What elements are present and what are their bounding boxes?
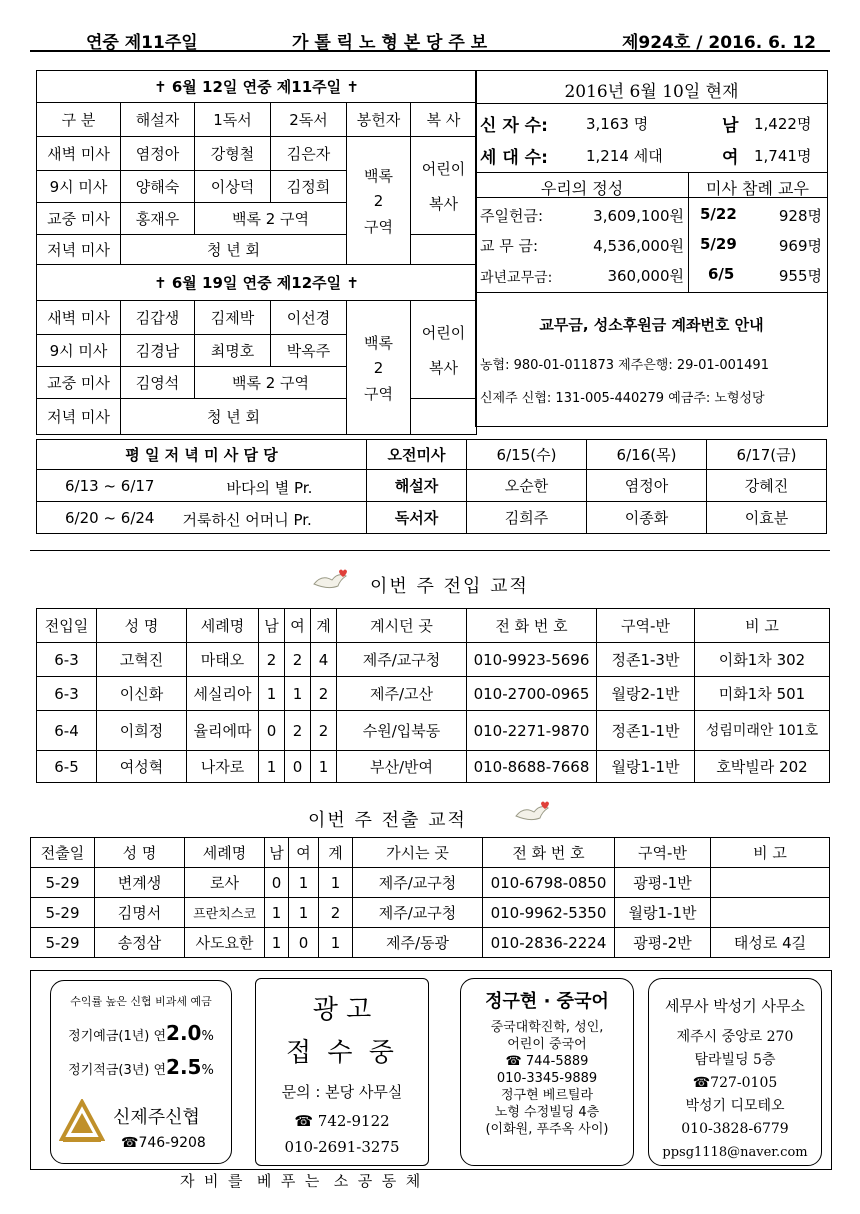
- cell: 제주/교구청: [353, 868, 483, 898]
- cell: 부산/반여: [337, 751, 467, 783]
- col-header: 세례명: [187, 609, 259, 643]
- col-header: 전 화 번 호: [483, 838, 615, 868]
- col-header: 전입일: [37, 609, 97, 643]
- cell: 제주/교구청: [337, 643, 467, 677]
- reader2: 김은자: [271, 137, 347, 171]
- server-line: 어린이: [421, 323, 466, 342]
- recruit-line2: 접 수 중: [286, 1038, 398, 1068]
- mass-name: 새벽 미사: [37, 137, 121, 171]
- offertory-line: 2: [373, 191, 384, 210]
- col-header: 계: [319, 838, 353, 868]
- col-header: 가시는 곳: [353, 838, 483, 868]
- saving-label: 정기적금(3년) 연: [68, 1063, 167, 1078]
- cell: 프란치스코: [185, 898, 265, 928]
- chinese-ad: [460, 978, 634, 1166]
- cell: 제주/교구청: [353, 898, 483, 928]
- cell: 1: [259, 677, 285, 711]
- reader1: 이상덕: [195, 171, 271, 203]
- cell: 정존1-3반: [597, 643, 695, 677]
- col-header: 성 명: [97, 609, 187, 643]
- cell: 6-4: [37, 711, 97, 751]
- households-count: 1,214 세대: [586, 147, 663, 165]
- percent: %: [201, 1029, 214, 1044]
- tax-line: ☎727-0105: [692, 1075, 778, 1091]
- cell: 1: [311, 751, 337, 783]
- cell: 2: [311, 677, 337, 711]
- weekday-title: 평 일 저 녁 미 사 담 당: [37, 440, 367, 470]
- male-label: 남: [722, 116, 739, 136]
- mass-name: 교중 미사: [37, 367, 121, 399]
- cell: 월랑2-1반: [597, 677, 695, 711]
- divider: [476, 172, 827, 173]
- commentator: 김영석: [121, 367, 195, 399]
- tax-line: 박성기 디모테오: [685, 1098, 785, 1114]
- chinese-line: ☎ 744-5889: [505, 1054, 589, 1069]
- reader1: 최명호: [195, 335, 271, 367]
- offer-amount: 3,609,100원: [593, 207, 684, 225]
- col-header: 1독서: [195, 103, 271, 137]
- offer-amount: 360,000원: [607, 267, 684, 285]
- cell: 6-3: [37, 643, 97, 677]
- col-header: 여: [285, 609, 311, 643]
- female-count: 1,741명: [754, 147, 812, 165]
- cell: 5-29: [31, 928, 95, 958]
- recruit-line1: 광 고: [312, 995, 372, 1025]
- cell: 월랑1-1반: [597, 751, 695, 783]
- cell: 이화1차 302: [695, 643, 830, 677]
- date-cell: 6/16(목): [587, 440, 707, 470]
- evening-group: 청 년 회: [121, 235, 347, 265]
- transfer-out-table: [30, 837, 830, 958]
- tax-body: [649, 1026, 821, 1164]
- table-row: [31, 928, 830, 958]
- weekday-row: [37, 470, 367, 502]
- cell: 정존1-1반: [597, 711, 695, 751]
- chinese-line: 어린이 중국어: [507, 1037, 587, 1052]
- commentator: 양해숙: [121, 171, 195, 203]
- transfer-out-title: 이번 주 전출 교적: [308, 810, 467, 831]
- cell: 광평-2반: [615, 928, 711, 958]
- chinese-line: (이화원, 푸주옥 사이): [485, 1122, 609, 1137]
- server-cell: [411, 137, 477, 235]
- divider: [476, 292, 827, 293]
- table-row: [37, 751, 830, 783]
- tax-line: 010-3828-6779: [681, 1121, 789, 1137]
- cell: 010-9962-5350: [483, 898, 615, 928]
- cell: 1: [265, 928, 289, 958]
- col-header: 봉헌자: [347, 103, 411, 137]
- commentator: 김경남: [121, 335, 195, 367]
- cell: 이신화: [97, 677, 187, 711]
- mass-name: 저녁 미사: [37, 235, 121, 265]
- deposit-rate: 2.0: [166, 1021, 202, 1045]
- week1-title: ✝ 6월 12일 연중 제11주일 ✝: [37, 71, 477, 103]
- divider: [476, 197, 827, 198]
- cell: 6-3: [37, 677, 97, 711]
- deposit-label: 정기예금(1년) 연: [68, 1029, 167, 1044]
- offering-title: 우리의 정성: [540, 179, 624, 198]
- weekday-table: [36, 439, 827, 534]
- cell: 이희정: [97, 711, 187, 751]
- reader2: 박옥주: [271, 335, 347, 367]
- reader1: 김제박: [195, 301, 271, 335]
- chinese-line: 노형 수정빌딩 4층: [494, 1105, 600, 1120]
- dove-icon: [514, 798, 552, 824]
- tax-office-ad: [648, 978, 822, 1166]
- bank-tagline: 수익률 높은 신협 비과세 예금: [70, 995, 212, 1008]
- table-row: [37, 711, 830, 751]
- period: 6/13 ~ 6/17: [65, 476, 155, 495]
- chinese-title: 정구현 · 중국어: [485, 991, 609, 1012]
- reader: 이효분: [707, 502, 827, 534]
- cell: 세실리아: [187, 677, 259, 711]
- bank-name: 신제주신협: [113, 1107, 200, 1128]
- col-header: 남: [259, 609, 285, 643]
- commentator-label: 해설자: [367, 470, 467, 502]
- transfer-in-table: [36, 608, 830, 783]
- attendance-title: 미사 참례 교우: [706, 179, 809, 198]
- offer-label: 과년교무금:: [480, 270, 553, 286]
- cell: 1: [289, 868, 319, 898]
- mass-name: 새벽 미사: [37, 301, 121, 335]
- cell: 광평-1반: [615, 868, 711, 898]
- cell: 2: [259, 643, 285, 677]
- cell: 1: [259, 751, 285, 783]
- cell: 2: [319, 898, 353, 928]
- recruit-ad: [255, 978, 429, 1166]
- chinese-line: 정구현 베르틸라: [500, 1088, 594, 1103]
- cell: 4: [311, 643, 337, 677]
- mass-name: 저녁 미사: [37, 399, 121, 435]
- cell: 0: [285, 751, 311, 783]
- cell: 1: [289, 898, 319, 928]
- cell: 미화1차 501: [695, 677, 830, 711]
- col-header: 계시던 곳: [337, 609, 467, 643]
- cell: 5-29: [31, 898, 95, 928]
- cell: 여성혁: [97, 751, 187, 783]
- cell: 5-29: [31, 868, 95, 898]
- date-cell: 6/15(수): [467, 440, 587, 470]
- account-line: 신제주 신협: 131-005-440279 예금주: 노형성당: [480, 391, 765, 406]
- footer-motto: 자 비 를 베 푸 는 소 공 동 체: [180, 1172, 421, 1190]
- table-row: [37, 677, 830, 711]
- chinese-body: [461, 1019, 633, 1138]
- households-label: 세 대 수:: [480, 148, 548, 168]
- readers-merged: 백록 2 구역: [195, 367, 347, 399]
- offertory-line: 백록: [364, 333, 393, 352]
- recruit-contact: 문의 : 본당 사무실: [281, 1083, 403, 1101]
- saving-rate: 2.5: [166, 1055, 202, 1079]
- cell: 1: [285, 677, 311, 711]
- shinhyup-logo-icon: [59, 1099, 105, 1145]
- tax-line: 제주시 중앙로 270: [676, 1029, 794, 1045]
- commentator: 오순한: [467, 470, 587, 502]
- cell: 0: [265, 868, 289, 898]
- transfer-in-title: 이번 주 전입 교적: [370, 576, 529, 597]
- col-header: 비 고: [695, 609, 830, 643]
- cell: 1: [319, 928, 353, 958]
- attend-date: 6/5: [708, 265, 735, 283]
- empty-cell: [411, 399, 477, 435]
- col-header: 성 명: [95, 838, 185, 868]
- account-line: 농협: 980-01-011873 제주은행: 29-01-001491: [480, 358, 769, 373]
- bank-ad: [50, 980, 232, 1164]
- cell: 0: [259, 711, 285, 751]
- col-header: 여: [289, 838, 319, 868]
- server-cell: [411, 301, 477, 399]
- mass-name: 9시 미사: [37, 171, 121, 203]
- reader: 김희주: [467, 502, 587, 534]
- cell: 나자로: [187, 751, 259, 783]
- dove-icon: [312, 566, 350, 592]
- mass-name: 9시 미사: [37, 335, 121, 367]
- col-header: 비 고: [711, 838, 830, 868]
- percent: %: [201, 1063, 214, 1078]
- col-header: 남: [265, 838, 289, 868]
- col-header: 해설자: [121, 103, 195, 137]
- table-row: [31, 868, 830, 898]
- cell: 고혁진: [97, 643, 187, 677]
- server-line: 복사: [429, 358, 458, 377]
- col-header: 계: [311, 609, 337, 643]
- col-header: 구역-반: [615, 838, 711, 868]
- cell: 태성로 4길: [711, 928, 830, 958]
- offertory-line: 구역: [364, 217, 393, 236]
- weekday-row: [37, 502, 367, 534]
- week2-title: ✝ 6월 19일 연중 제12주일 ✝: [37, 265, 477, 301]
- attend-date: 5/29: [700, 235, 737, 253]
- cell: 송정삼: [95, 928, 185, 958]
- server-line: 복사: [429, 194, 458, 213]
- server-line: 어린이: [421, 159, 466, 178]
- morning-label: 오전미사: [367, 440, 467, 470]
- cell: 2: [285, 711, 311, 751]
- commentator: 홍재우: [121, 203, 195, 235]
- legion-group: 바다의 별 Pr.: [226, 478, 313, 497]
- bank-phone: ☎746-9208: [121, 1135, 206, 1151]
- mass-schedule-table: [36, 70, 477, 435]
- believers-count: 3,163 명: [586, 115, 649, 133]
- saving-line: [51, 1055, 231, 1079]
- cell: 제주/고산: [337, 677, 467, 711]
- cell: 김명서: [95, 898, 185, 928]
- cell: 변계생: [95, 868, 185, 898]
- attend-count: 969명: [778, 237, 822, 255]
- cell: 1: [319, 868, 353, 898]
- col-header: 세례명: [185, 838, 265, 868]
- reader2: 김정희: [271, 171, 347, 203]
- legion-group: 거룩하신 어머니 Pr.: [182, 510, 312, 529]
- header-center: 가 톨 릭 노 형 본 당 주 보: [292, 33, 488, 53]
- cell: 010-2836-2224: [483, 928, 615, 958]
- account-title: 교무금, 성소후원금 계좌번호 안내: [539, 316, 764, 334]
- section-rule: [30, 550, 830, 551]
- col-header: 구 분: [37, 103, 121, 137]
- evening-group: 청 년 회: [121, 399, 347, 435]
- offer-label: 주일헌금:: [480, 207, 544, 225]
- tax-title: 세무사 박성기 사무소: [665, 997, 805, 1015]
- col-header: 2독서: [271, 103, 347, 137]
- col-header: 전출일: [31, 838, 95, 868]
- cell: 010-9923-5696: [467, 643, 597, 677]
- reader: 이종화: [587, 502, 707, 534]
- female-label: 여: [722, 148, 739, 168]
- cell: 수원/입북동: [337, 711, 467, 751]
- offertory-cell: [347, 137, 411, 265]
- cell: 010-2700-0965: [467, 677, 597, 711]
- commentator: 염정아: [121, 137, 195, 171]
- attend-date: 5/22: [700, 205, 737, 223]
- cell: 0: [289, 928, 319, 958]
- cell: [711, 868, 830, 898]
- table-row: [37, 643, 830, 677]
- cell: 월랑1-1반: [615, 898, 711, 928]
- stats-panel: [475, 70, 828, 427]
- readers-merged: 백록 2 구역: [195, 203, 347, 235]
- reader-label: 독서자: [367, 502, 467, 534]
- cell: 율리에따: [187, 711, 259, 751]
- chinese-line: 중국대학진학, 성인,: [490, 1020, 604, 1035]
- cell: 010-8688-7668: [467, 751, 597, 783]
- cell: 성림미래안 101호: [695, 711, 830, 751]
- cell: [711, 898, 830, 928]
- cell: 제주/동광: [353, 928, 483, 958]
- cell: 1: [265, 898, 289, 928]
- offertory-cell: [347, 301, 411, 435]
- header-rule: [30, 50, 830, 52]
- cell: 6-5: [37, 751, 97, 783]
- cell: 마태오: [187, 643, 259, 677]
- asof-date: 2016년 6월 10일 현재: [564, 82, 739, 102]
- recruit-mobile: 010-2691-3275: [284, 1138, 400, 1156]
- header-right: 제924호 / 2016. 6. 12: [622, 33, 816, 53]
- table-row: [31, 898, 830, 928]
- tax-email: ppsg1118@naver.com: [662, 1145, 808, 1160]
- believers-label: 신 자 수:: [480, 116, 548, 136]
- cell: 2: [285, 643, 311, 677]
- deposit-line: [51, 1021, 231, 1045]
- divider: [476, 103, 827, 104]
- period: 6/20 ~ 6/24: [65, 508, 155, 527]
- cell: 호박빌라 202: [695, 751, 830, 783]
- commentator: 김갑생: [121, 301, 195, 335]
- col-header: 구역-반: [597, 609, 695, 643]
- date-cell: 6/17(금): [707, 440, 827, 470]
- cell: 사도요한: [185, 928, 265, 958]
- reader2: 이선경: [271, 301, 347, 335]
- cell: 2: [311, 711, 337, 751]
- attend-count: 928명: [778, 207, 822, 225]
- commentator: 염정아: [587, 470, 707, 502]
- cell: 010-6798-0850: [483, 868, 615, 898]
- offer-label: 교 무 금:: [480, 237, 539, 255]
- tax-line: 탐라빌딩 5층: [694, 1052, 776, 1068]
- header-left: 연중 제11주일: [86, 33, 198, 53]
- chinese-line: 010-3345-9889: [496, 1071, 598, 1086]
- commentator: 강혜진: [707, 470, 827, 502]
- col-header: 복 사: [411, 103, 477, 137]
- offertory-line: 2: [373, 358, 384, 377]
- empty-cell: [411, 235, 477, 265]
- male-count: 1,422명: [754, 115, 812, 133]
- offertory-line: 구역: [364, 384, 393, 403]
- recruit-phone: ☎ 742-9122: [294, 1112, 390, 1130]
- cell: 010-2271-9870: [467, 711, 597, 751]
- offer-amount: 4,536,000원: [593, 237, 684, 255]
- col-header: 전 화 번 호: [467, 609, 597, 643]
- cell: 로사: [185, 868, 265, 898]
- reader1: 강형철: [195, 137, 271, 171]
- attend-count: 955명: [778, 267, 822, 285]
- mass-name: 교중 미사: [37, 203, 121, 235]
- offertory-line: 백록: [364, 166, 393, 185]
